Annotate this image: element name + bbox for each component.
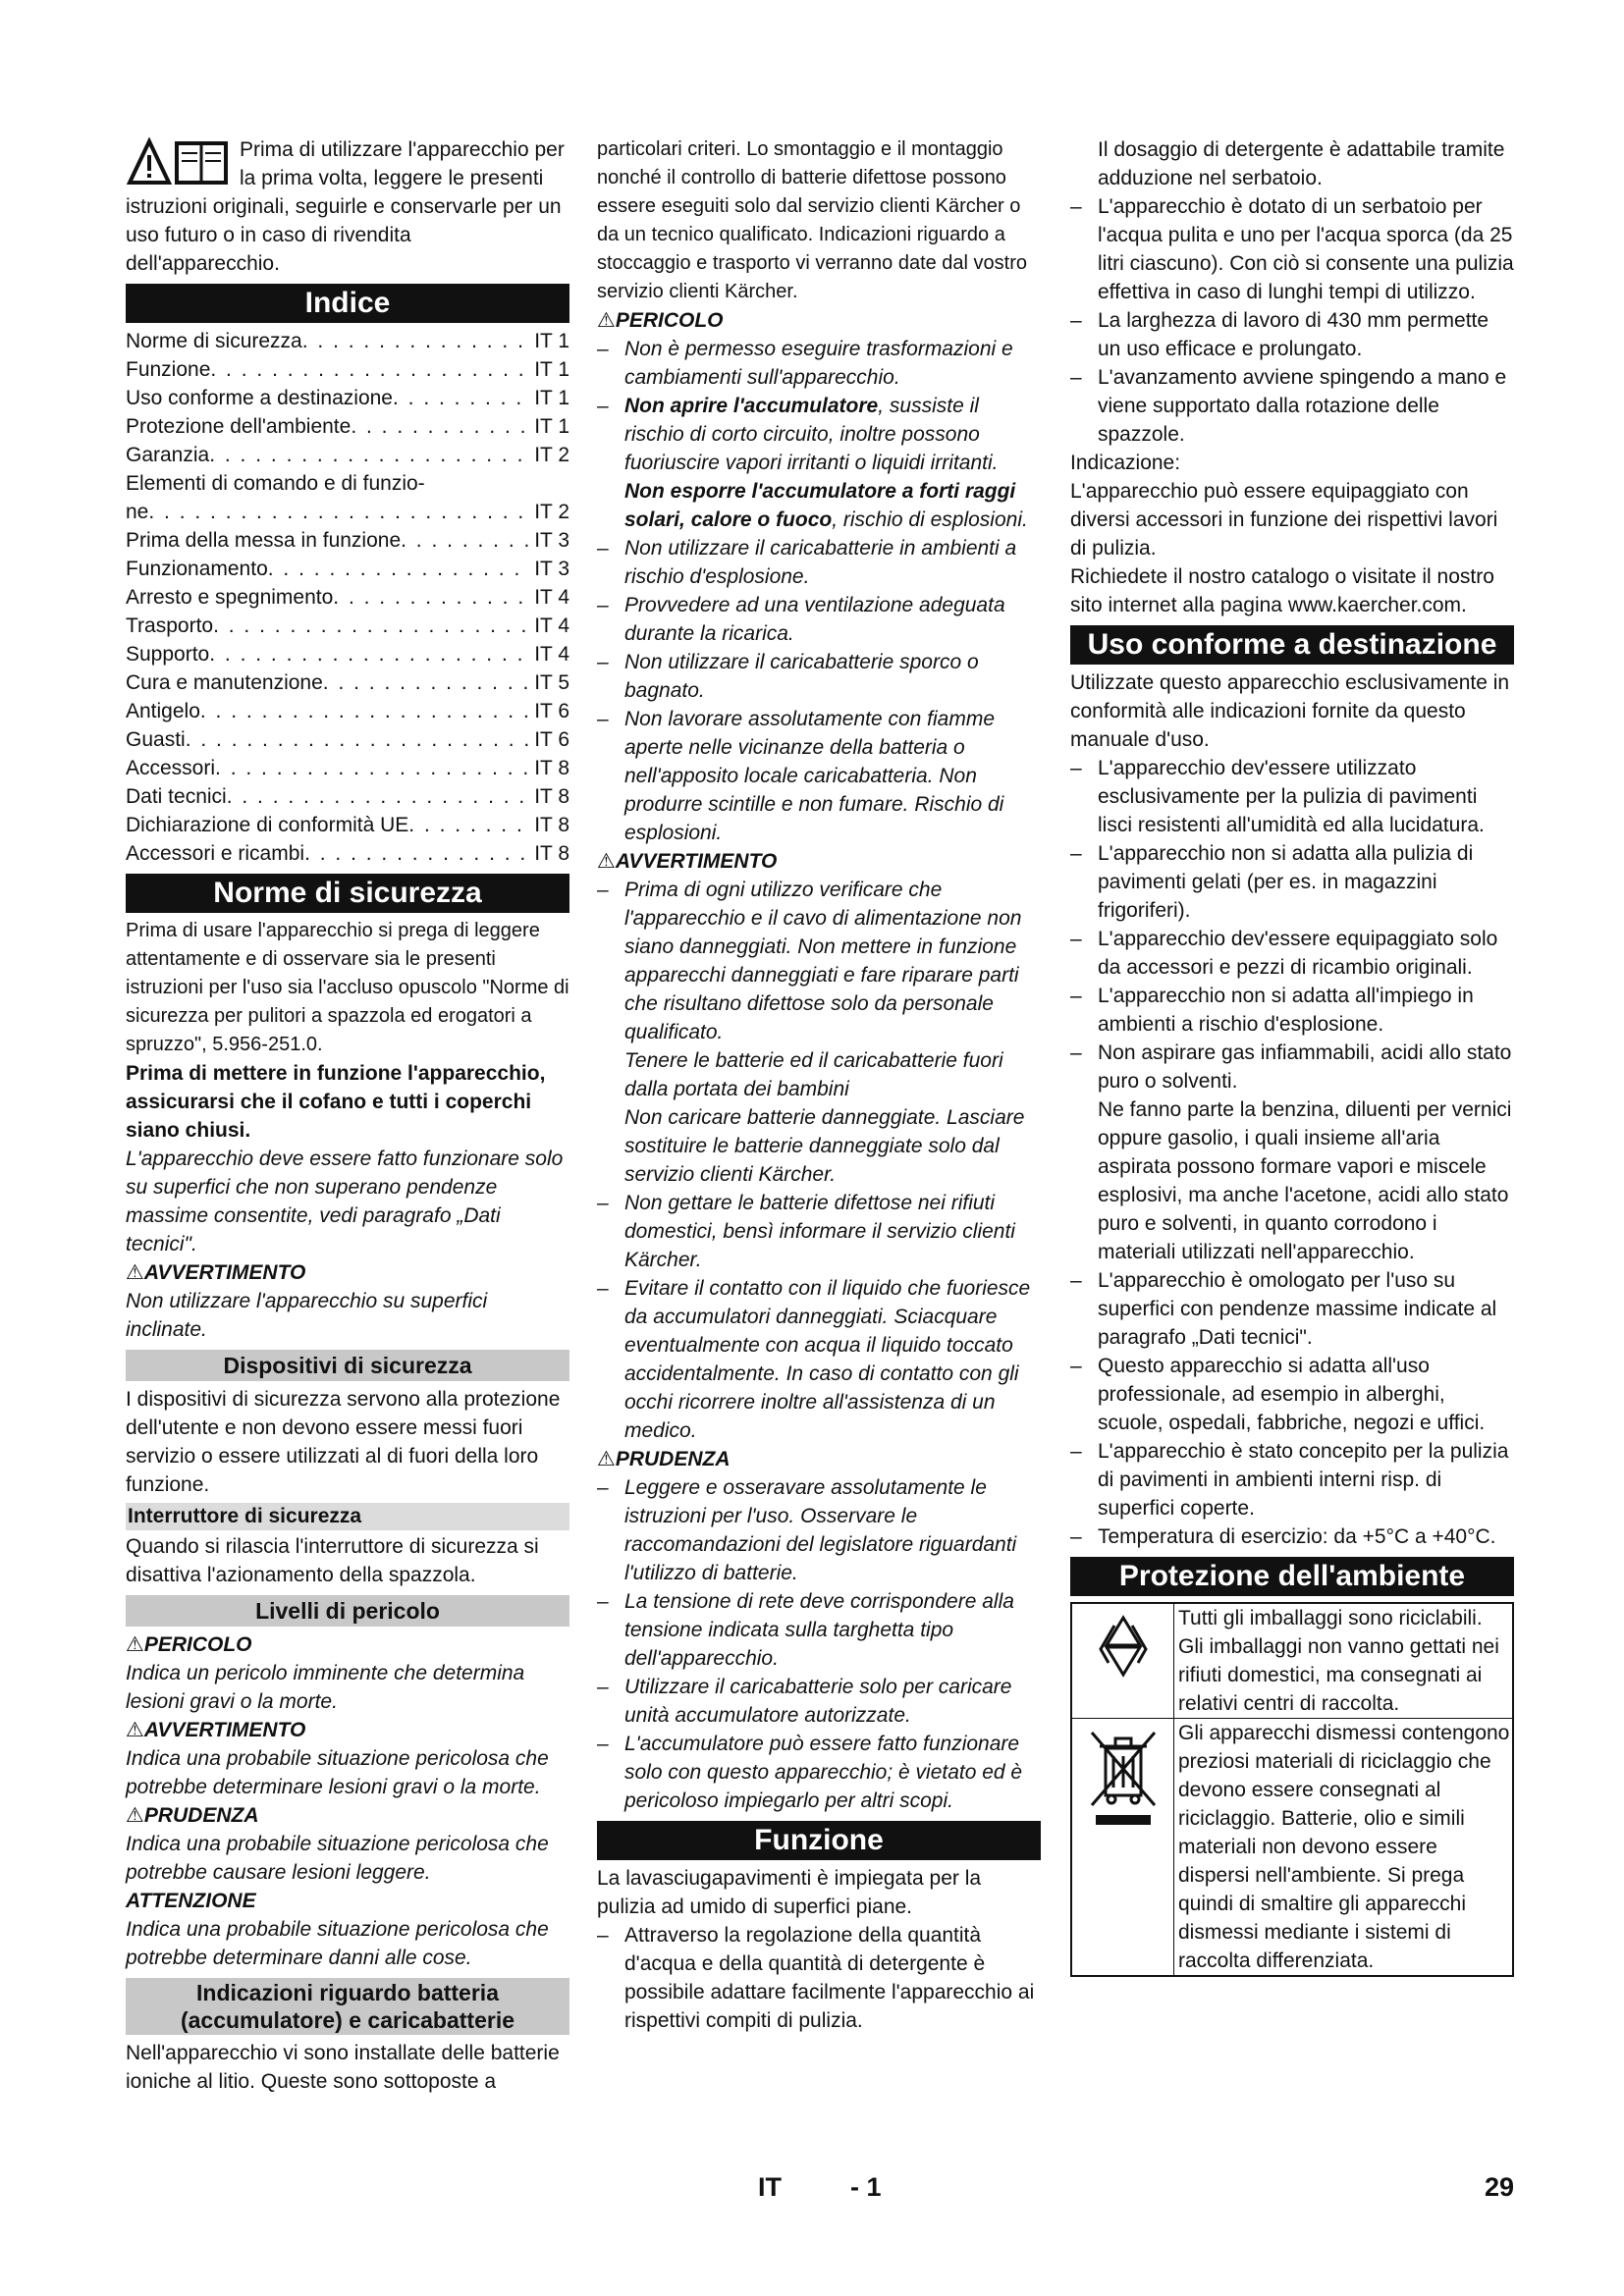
batteria-prudenza: ⚠PRUDENZA [597,1448,731,1470]
list-item-cont: Il dosaggio di detergente è adattabile tramite adduzione nel serbatoio. [1098,138,1505,189]
interruttore-heading: Interruttore di sicurezza [126,1503,569,1530]
uso-p1: Utilizzate questo apparecchio esclusivamente in conformità alle indicazioni fornite da questo manuale d'uso. [1070,671,1510,751]
batteria-pericolo: ⚠PERICOLO [597,309,724,332]
list-item: – Non è permesso eseguire trasformazioni e cambiamenti sull'apparecchio. [597,338,1013,389]
environment-table [1070,1602,1514,1977]
list-item-cont: Non esporre l'accumulatore a forti raggi solari, calore o fuoco, rischio di esplosioni. [624,480,1028,531]
livelli-prudenza-text: Indica una probabile situazione pericolosa che potrebbe causare lesioni leggere. [126,1833,549,1884]
list-item: – L'avanzamento avviene spingendo a mano e viene supportato dalla rotazione delle spazzole. [1070,366,1507,446]
list-item: – Non utilizzare il caricabatterie in ambienti a rischio d'esplosione. [597,537,1017,588]
toc-row: Dichiarazione di conformità UE . . . IT 8 [126,811,569,839]
indicazione-1: L'apparecchio può essere equipaggiato con diversi accessori in funzione dei rispettivi lavori di pulizia. [1070,480,1498,560]
livelli-pericolo-text: Indica un pericolo imminente che determina lesioni gravi o la morte. [126,1662,525,1713]
livelli-heading: Livelli di pericolo [126,1595,569,1627]
batteria-heading: Indicazioni riguardo batteria (accumulatore) e caricabatterie [126,1978,569,2035]
funzione-p1: La lavasciugapavimenti è impiegata per la pulizia ad umido di superfici piane. [597,1867,982,1918]
list-item-cont: Tenere le batterie ed il caricabatterie fuori dalla portata dei bambini [624,1049,1003,1100]
list-item: – Evitare il contatto con il liquido che fuoriesce da accumulatori danneggiati. Sciacquare eventualmente con acqua il liquido toccato accidentalmente. In caso di contatto con gli occhi ricorrere inoltre all'assistenza di un medico. [597,1277,1031,1442]
norme-heading: Norme di sicurezza [126,874,569,913]
list-item: – Non utilizzare il caricabatterie sporco o bagnato. [597,651,979,702]
list-item: – L'apparecchio non si adatta all'impiego in ambienti a rischio d'esplosione. [1070,985,1474,1036]
norme-p4: Non utilizzare l'apparecchio su superfici inclinate. [126,1290,488,1341]
toc-row: Funzionamento . . . IT 3 [126,555,569,583]
toc-row: Norme di sicurezza . . . IT 1 [126,327,569,355]
list-item: – L'apparecchio è dotato di un serbatoio per l'acqua pulita e uno per l'acqua sporca (da 25 litri ciascuno). Con ciò si consente una pulizia effettiva in caso di lunghi tempi di utilizzo. [1070,195,1514,303]
list-item: – La larghezza di lavoro di 430 mm permette un uso efficace e prolungato. [1070,309,1489,360]
batteria-p1b: particolari criteri. Lo smontaggio e il montaggio nonché il controllo di batterie difettose possono essere eseguiti solo dal servizio clienti Kärcher o da un tecnico qualificato. Indicazioni riguardo a stoccaggio e trasporto vi verranno date dal vostro servizio clienti Kärcher. [597,138,1028,302]
list-item: – L'apparecchio dev'essere utilizzato esclusivamente per la pulizia di pavimenti lisci resistenti all'umidità ed alla lucidatura. [1070,757,1485,836]
recycle-icon [1072,1604,1174,1718]
toc-row: Uso conforme a destinazione . . . IT 1 [126,384,569,412]
norme-p1: Prima di usare l'apparecchio si prega di leggere attentamente e di osservare sia le presenti istruzioni per l'uso sia l'accluso opuscolo "Norme di sicurezza per pulitori a spazzola ed erogatori a spruzzo", 5.956-251.0. [126,920,569,1055]
list-item: – Non gettare le batterie difettose nei rifiuti domestici, bensì informare il servizio clienti Kärcher. [597,1192,1015,1271]
list-item: – L'accumulatore può essere fatto funzionare solo con questo apparecchio; è vietato ed è pericoloso impiegarlo per altri scopi. [597,1733,1023,1812]
livelli-attenzione: ATTENZIONE [126,1890,256,1912]
footer-page-local: - 1 [850,2172,882,2202]
toc-row: Cura e manutenzione . . . IT 5 [126,668,569,697]
toc-row: Prima della messa in funzione . . . IT 3 [126,526,569,555]
toc-row: Trasporto . . . IT 4 [126,612,569,640]
column-1 [126,135,569,2096]
livelli-prudenza: ⚠PRUDENZA [126,1804,259,1827]
toc-row: Funzione . . . IT 1 [126,355,569,384]
env-text-1: Tutti gli imballaggi sono riciclabili. Gli imballaggi non vanno gettati nei rifiuti domestici, ma consegnati ai relativi centri di raccolta. [1178,1607,1499,1715]
list-item: – L'apparecchio non si adatta alla pulizia di pavimenti gelati (per es. in magazzini frigoriferi). [1070,842,1474,922]
livelli-attenzione-text: Indica una probabile situazione pericolosa che potrebbe determinare danni alle cose. [126,1918,549,1969]
indicazione-label: Indicazione: [1070,452,1181,474]
list-item: – Questo apparecchio si adatta all'uso professionale, ad esempio in alberghi, scuole, ospedali, fabbriche, negozi e uffici. [1070,1355,1486,1434]
list-item: – Non aspirare gas infiammabili, acidi allo stato puro o solventi. [1070,1041,1512,1093]
funzione-heading: Funzione [597,1821,1041,1860]
indice-heading: Indice [126,284,569,323]
indicazione-2: Richiedete il nostro catalogo o visitate il nostro sito internet alla pagina www.kaercher.com. [1070,565,1494,616]
toc-row: Protezione dell'ambiente . . . IT 1 [126,412,569,441]
list-item-cont: Non caricare batterie danneggiate. Lasciare sostituire le batterie danneggiate solo dal servizio clienti Kärcher. [624,1106,1025,1186]
toc-row: Antigelo . . . IT 6 [126,697,569,725]
env-text-2: Gli apparecchi dismessi contengono preziosi materiali di riciclaggio che devono essere consegnati al riciclaggio. Batterie, olio e simili materiali non devono essere dispersi nell'ambiente. Si prega quindi di smaltire gli apparecchi dismessi mediante i sistemi di raccolta differenziata. [1178,1722,1510,1972]
toc-row: Dati tecnici . . . IT 8 [126,782,569,811]
livelli-avvertimento: ⚠AVVERTIMENTO [126,1719,306,1741]
list-item: – L'apparecchio è stato concepito per la pulizia di pavimenti in ambienti interni risp. di superfici coperte. [1070,1440,1509,1520]
table-row [1072,1604,1512,1719]
dispositivi-heading: Dispositivi di sicurezza [126,1350,569,1381]
crossed-bin-icon [1072,1719,1174,1975]
norme-warning-label: ⚠AVVERTIMENTO [126,1261,306,1284]
batteria-avvertimento: ⚠AVVERTIMENTO [597,850,778,873]
toc-row: Supporto . . . IT 4 [126,640,569,668]
livelli-avvertimento-text: Indica una probabile situazione pericolosa che potrebbe determinare lesioni gravi o la morte. [126,1747,549,1798]
toc-row: Garanzia . . . IT 2 [126,441,569,469]
uso-heading: Uso conforme a destinazione [1070,625,1514,665]
column-2 [597,135,1041,2035]
footer-page-number: 29 [1485,2172,1515,2202]
batteria-p1: Nell'apparecchio vi sono installate delle batterie ioniche al litio. Queste sono sottoposte a [126,2042,560,2093]
toc-row: Accessori e ricambi . . . IT 8 [126,839,569,868]
list-item: – L'apparecchio è omologato per l'uso su superfici con pendenze massime indicate al paragrafo „Dati tecnici". [1070,1269,1497,1349]
toc-row: Elementi di comando e di funzio- [126,472,425,495]
footer-lang: IT [758,2172,782,2202]
list-item: – Prima di ogni utilizzo verificare che l'apparecchio e il cavo di alimentazione non siano danneggiati. Non mettere in funzione apparecchi danneggiati e fare riparare parti che risultano difettose solo da personale qualificato. [597,879,1022,1043]
list-item: – Attraverso la regolazione della quantità d'acqua e della quantità di detergente è possibile adattare facilmente l'apparecchio ai rispettivi compiti di pulizia. [597,1924,1035,2032]
toc-row: Accessori . . . IT 8 [126,754,569,782]
list-item: – Non aprire l'accumulatore, sussiste il rischio di corto circuito, inoltre possono fuoriuscire vapori irritanti o liquidi irritanti. [597,395,999,474]
column-3 [1070,135,1514,1977]
norme-p3: L'apparecchio deve essere fatto funzionare solo su superfici che non superano pendenze massime consentite, vedi paragrafo „Dati tecnici". [126,1148,564,1255]
dispositivi-p2: Quando si rilascia l'interruttore di sicurezza si disattiva l'azionamento della spazzola. [126,1535,539,1586]
toc-row: Guasti . . . IT 6 [126,725,569,754]
toc-row: ne . . . IT 2 [126,498,569,526]
list-item: – Utilizzare il caricabatterie solo per caricare unità accumulatore autorizzate. [597,1676,1012,1727]
list-item: – Temperatura di esercizio: da +5°C a +40°C. [1070,1525,1496,1548]
list-item: – Leggere e osseravare assolutamente le istruzioni per l'uso. Osservare le raccomandazioni del legislatore riguardanti l'utilizzo di batterie. [597,1476,1017,1584]
table-of-contents [126,327,569,868]
list-item: – La tensione di rete deve corrispondere alla tensione indicata sulla targhetta tipo dell'apparecchio. [597,1590,1014,1670]
norme-p2: Prima di mettere in funzione l'apparecchio, assicurarsi che il cofano e tutti i coperchi siano chiusi. [126,1062,546,1142]
table-row [1072,1719,1512,1975]
list-item: – Provvedere ad una ventilazione adeguata durante la ricarica. [597,594,1005,645]
toc-row: Arresto e spegnimento . . . IT 4 [126,583,569,612]
intro [126,135,569,278]
list-item-cont: Ne fanno parte la benzina, diluenti per vernici oppure gasolio, i quali insieme all'aria aspirata possono formare vapori e miscele esplosivi, ma anche l'acetone, acidi allo stato puro e solventi, in quanto corrodono i materiali utilizzati nell'apparecchio. [1098,1098,1512,1263]
list-item: – L'apparecchio dev'essere equipaggiato solo da accessori e pezzi di ricambio originali. [1070,928,1498,979]
warning-manual-icon [126,135,234,188]
dispositivi-p1: I dispositivi di sicurezza servono alla protezione dell'utente e non devono essere messi fuori servizio o essere utilizzati al di fuori della loro funzione. [126,1388,561,1496]
livelli-pericolo: ⚠PERICOLO [126,1633,252,1656]
list-item: – Non lavorare assolutamente con fiamme aperte nelle vicinanze della batteria o nell'apposito locale caricabatteria. Non produrre scintille e non fumare. Rischio di esplosioni. [597,708,1004,844]
ambiente-heading: Protezione dell'ambiente [1070,1557,1514,1596]
intro-text: Prima di utilizzare l'apparecchio per la prima volta, leggere le presenti istruzioni originali, seguirle e conservarle per un uso futuro o in caso di rivendita dell'apparecchio. [126,138,565,275]
